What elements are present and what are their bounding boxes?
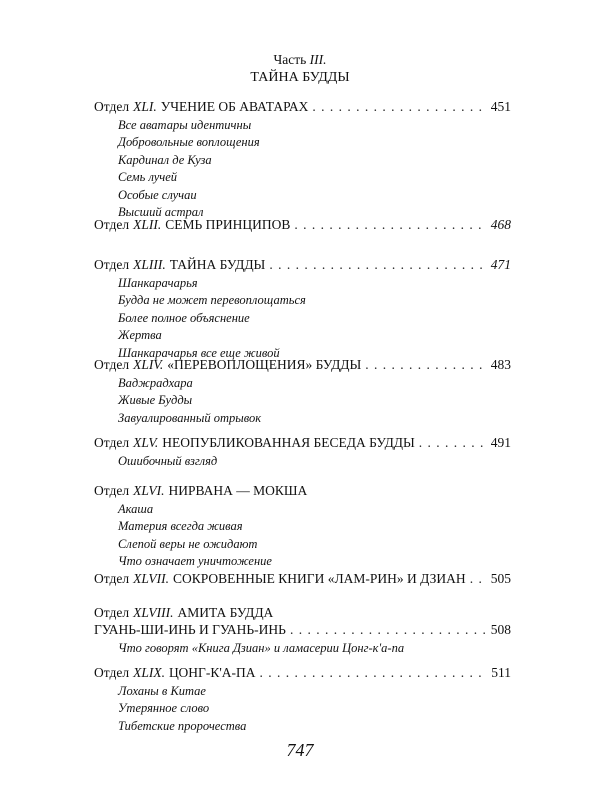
subsection-list <box>118 117 511 221</box>
section-heading-row <box>94 98 511 115</box>
subsection-item: Шанкарачарья <box>118 276 198 290</box>
subsection-item: Более полное объяснение <box>118 310 250 325</box>
toc-section <box>94 570 511 587</box>
section-heading-row <box>94 434 511 451</box>
section-label: Отдел <box>94 217 130 232</box>
subsection-item: Ваджрадхара <box>118 376 193 390</box>
section-label: Отдел <box>94 483 130 498</box>
toc-section <box>94 664 511 735</box>
section-page: 483 <box>490 357 511 372</box>
dot-leader <box>312 98 486 115</box>
subsection-item: Ошибочный взгляд <box>118 454 218 468</box>
section-title: НЕОПУБЛИКОВАННАЯ БЕСЕДА БУДДЫ <box>162 435 415 450</box>
section-title: НИРВАНА — МОКША <box>168 483 308 498</box>
section-page: 511 <box>491 665 511 680</box>
section-heading-row-2 <box>94 621 511 638</box>
section-title: АМИТА БУДДА <box>177 605 274 620</box>
section-page: 505 <box>490 571 511 586</box>
part-numeral: III. <box>309 52 327 67</box>
section-numeral: XLIX. <box>133 665 165 680</box>
subsection-item: Тибетские пророчества <box>118 718 247 733</box>
subsection-item: Все аватары идентичны <box>118 118 252 132</box>
toc-section <box>94 98 511 221</box>
subsection-list <box>118 275 511 362</box>
subsection-item: Добровольные воплощения <box>118 135 260 150</box>
subsection-item: Высший астрал <box>118 205 204 220</box>
section-title: СОКРОВЕННЫЕ КНИГИ «ЛАМ-РИН» И ДЗИАН <box>172 571 466 586</box>
subsection-item: Слепой веры не ожидают <box>118 536 258 551</box>
section-title: ТАЙНА БУДДЫ <box>169 257 266 272</box>
toc-section <box>94 604 511 657</box>
section-heading-row <box>94 570 511 587</box>
subsection-list <box>118 683 511 735</box>
toc-section <box>94 356 511 427</box>
section-numeral: XLI. <box>133 99 157 114</box>
subsection-list <box>118 501 511 571</box>
subsection-item: Кардинал де Куза <box>118 152 212 167</box>
section-title: СЕМЬ ПРИНЦИПОВ <box>165 217 291 232</box>
toc-section <box>94 256 511 362</box>
section-page: 471 <box>490 257 511 272</box>
section-numeral: XLVIII. <box>133 605 174 620</box>
section-label: Отдел <box>94 571 130 586</box>
subsection-item: Утерянное слово <box>118 701 210 716</box>
section-heading-row <box>94 604 511 621</box>
toc-section <box>94 216 511 233</box>
section-heading-row <box>94 356 511 373</box>
section-page: 468 <box>490 217 511 232</box>
toc-section <box>94 434 511 470</box>
section-label: Отдел <box>94 99 130 114</box>
dot-leader <box>294 216 486 233</box>
section-label: Отдел <box>94 605 130 620</box>
subsection-item: Лоханы в Китае <box>118 684 206 698</box>
toc-section <box>94 482 511 571</box>
section-page: 491 <box>490 435 511 450</box>
section-heading-row <box>94 482 511 499</box>
section-title: ЦОНГ-К'А-ПА <box>168 665 256 680</box>
subsection-list <box>118 640 511 657</box>
subsection-item: Жертва <box>118 328 162 343</box>
dot-leader <box>260 664 488 681</box>
dot-leader <box>290 621 487 638</box>
page-number: 747 <box>286 740 314 760</box>
subsection-list <box>118 453 511 470</box>
part-label: Часть <box>273 52 307 67</box>
section-label: Отдел <box>94 665 130 680</box>
section-page: 508 <box>490 622 511 637</box>
section-numeral: XLVII. <box>133 571 169 586</box>
section-title: «ПЕРЕВОПЛОЩЕНИЯ» БУДДЫ <box>167 357 362 372</box>
section-heading-row <box>94 664 511 681</box>
section-numeral: XLII. <box>133 217 162 232</box>
subsection-item: Особые случаи <box>118 187 197 202</box>
subsection-item: Шанкарачарья все еще живой <box>118 345 280 360</box>
part-title: ТАЙНА БУДДЫ <box>250 70 350 85</box>
section-heading-row <box>94 256 511 273</box>
dot-leader <box>419 434 487 451</box>
dot-leader <box>269 256 486 273</box>
subsection-list <box>118 375 511 427</box>
section-label: Отдел <box>94 435 130 450</box>
section-heading-row <box>94 216 511 233</box>
part-heading <box>0 52 600 68</box>
subsection-item: Живые Будды <box>118 393 193 408</box>
subsection-item: Акаша <box>118 502 154 516</box>
section-numeral: XLV. <box>133 435 159 450</box>
subsection-item: Семь лучей <box>118 170 178 185</box>
section-label: Отдел <box>94 357 130 372</box>
dot-leader <box>470 570 487 587</box>
subsection-item: Завуалированный отрывок <box>118 410 262 425</box>
subsection-item: Будда не может перевоплощаться <box>118 293 306 308</box>
section-numeral: XLIV. <box>133 357 164 372</box>
section-title: УЧЕНИЕ ОБ АВАТАРАХ <box>160 99 309 114</box>
section-page: 451 <box>490 99 511 114</box>
section-title-continued: ГУАНЬ-ШИ-ИНЬ И ГУАНЬ-ИНЬ <box>94 622 286 637</box>
section-numeral: XLVI. <box>133 483 165 498</box>
section-label: Отдел <box>94 257 130 272</box>
dot-leader <box>365 356 486 373</box>
section-numeral: XLIII. <box>133 257 166 272</box>
subsection-item: Материя всегда живая <box>118 519 243 534</box>
subsection-item: Что означает уничтожение <box>118 554 272 569</box>
subsection-item: Что говорят «Книга Дзиан» и ламасерии Цонг-к'а-па <box>118 641 405 655</box>
